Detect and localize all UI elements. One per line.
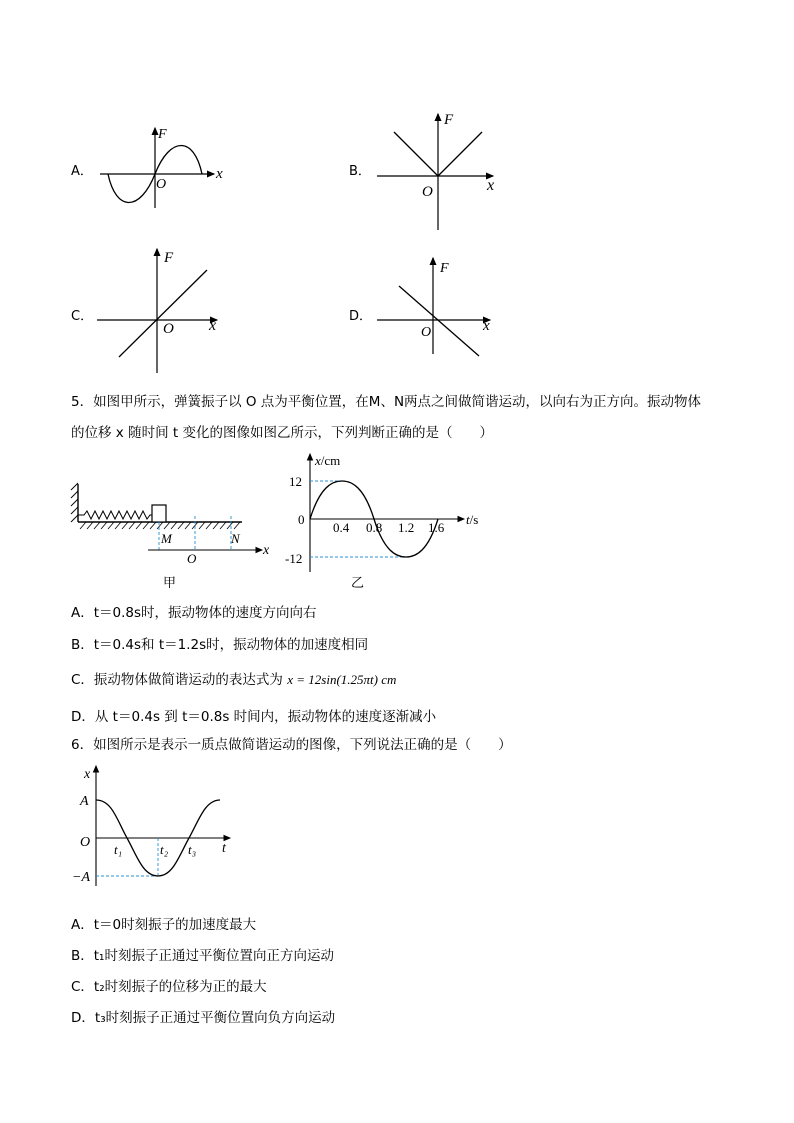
wall-hatch (71, 483, 78, 522)
figure-q6 (70, 760, 245, 890)
q5-choice-b: B．t＝0.4s和 t＝1.2s时，振动物体的加速度相同 (71, 637, 369, 653)
q5-choice-d: D．从 t＝0.4s 到 t＝0.8s 时间内，振动物体的速度逐渐减小 (71, 709, 437, 725)
q6-t3-label: t₃ (188, 842, 197, 857)
y-tick-neg12: -12 (285, 551, 303, 566)
option-c-label: C． (71, 309, 94, 324)
caption-jia: 甲 (163, 576, 177, 591)
o-label: O (187, 551, 197, 566)
q5-stem-line1: 5．如图甲所示，弹簧振子以 O 点为平衡位置，在M、N两点之间做简谐运动，以向右为正方向。振动物体 (71, 394, 702, 410)
x-tick-0.4: 0.4 (333, 520, 350, 535)
q6-x-label: x (84, 767, 91, 782)
caption-yi: 乙 (351, 576, 365, 591)
x-label: x (483, 318, 490, 334)
q5-choice-a: A．t＝0.8s时，振动物体的速度方向向右 (71, 605, 317, 621)
q6-a-label: A (80, 794, 89, 809)
graph-c (97, 243, 227, 375)
figure-yi (280, 448, 490, 573)
y-tick-0: 0 (298, 512, 305, 527)
origin-label: O (156, 177, 167, 192)
q6-choice-c: C．t₂时刻振子的位移为正的最大 (71, 979, 267, 995)
x-label: x (487, 177, 495, 194)
option-b-label: B． (349, 164, 371, 179)
f-label: F (164, 250, 174, 266)
n-label: N (231, 531, 240, 546)
q5-choice-c (71, 668, 396, 688)
option-d-label: D． (349, 309, 373, 324)
q6-t1-label: t₁ (114, 842, 123, 857)
option-a-label: A． (71, 164, 93, 179)
x-label: x (209, 317, 217, 334)
x-label: x (263, 543, 270, 558)
v-line-left (394, 132, 438, 176)
x-tick-1.6: 1.6 (428, 520, 445, 535)
f-label: F (158, 127, 167, 142)
linear-line (119, 270, 207, 357)
y-tick-12: 12 (289, 474, 302, 489)
q5-stem-line2: 的位移 x 随时间 t 变化的图像如图乙所示，下列判断正确的是（ ） (71, 425, 493, 441)
spring (78, 511, 152, 519)
graph-a (100, 120, 240, 215)
q5-choice-c-formula: x = 12sin(1.25πt) cm (287, 672, 397, 687)
f-label: F (444, 112, 454, 128)
x-label: x (216, 166, 223, 182)
m-label: M (161, 531, 172, 546)
yi-xlabel: t/s (466, 512, 479, 527)
graph-d (375, 252, 500, 357)
v-line-right (438, 132, 482, 176)
f-label: F (440, 261, 449, 276)
q6-choice-a: A．t＝0时刻振子的加速度最大 (71, 917, 257, 933)
floor-hatch (80, 522, 240, 529)
q6-t2-label: t₂ (160, 842, 169, 857)
x-tick-0.8: 0.8 (366, 520, 383, 535)
origin-label: O (422, 184, 433, 200)
negative-linear-line (399, 286, 479, 356)
x-tick-1.2: 1.2 (398, 520, 415, 535)
q6-negA-label: −A (72, 870, 90, 885)
q6-o-label: O (80, 835, 91, 850)
graph-b (372, 108, 507, 233)
q6-t-label: t (222, 841, 226, 856)
q6-choice-d: D．t₃时刻振子正通过平衡位置向负方向运动 (71, 1010, 336, 1026)
q5-choice-c-text: C．振动物体做简谐运动的表达式为 (71, 672, 283, 688)
origin-label: O (421, 325, 432, 340)
block (152, 505, 166, 522)
yi-ylabel: x/cm (315, 453, 341, 468)
q6-stem: 6．如图所示是表示一质点做简谐运动的图像，下列说法正确的是（ ） (71, 737, 512, 753)
origin-label: O (163, 321, 174, 337)
q6-choice-b: B．t₁时刻振子正通过平衡位置向正方向运动 (71, 948, 334, 964)
